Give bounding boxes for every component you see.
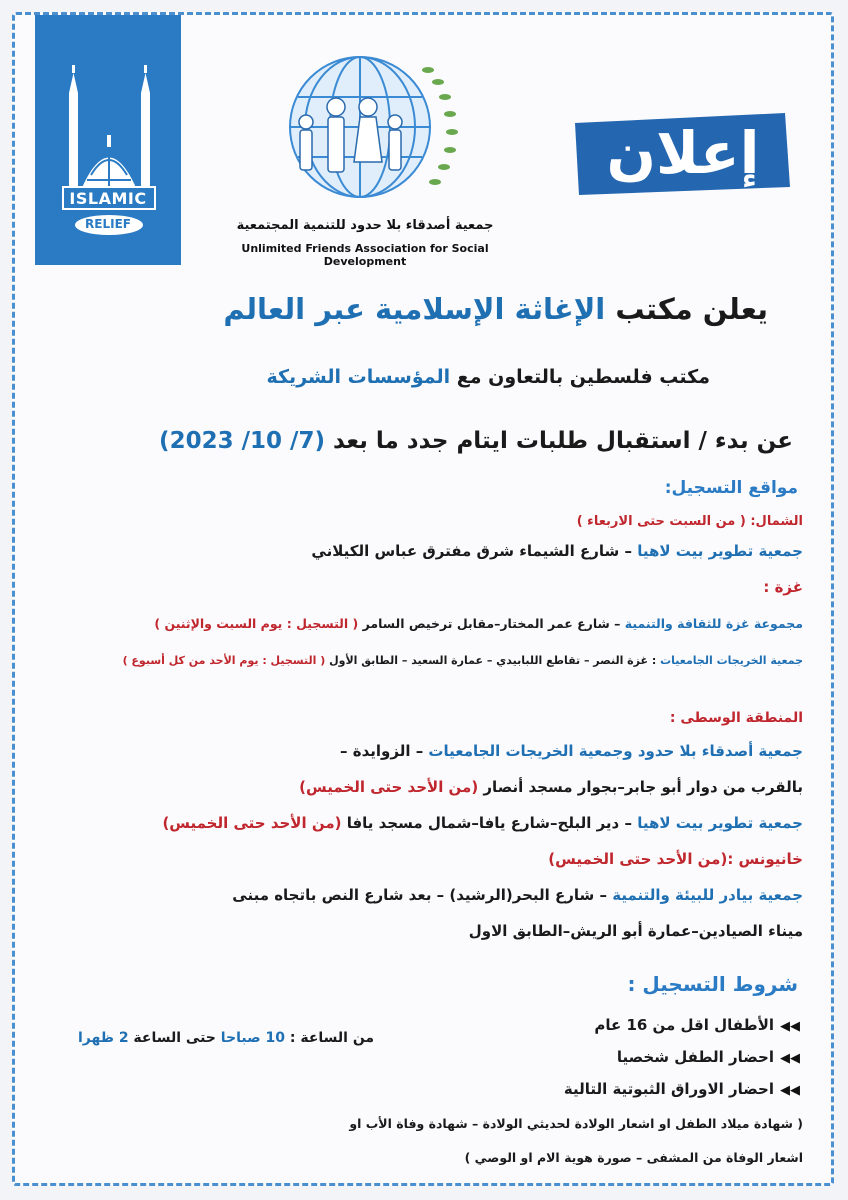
khanyounis-line1-org: جمعية بيادر للبيئة والتنمية: [612, 886, 803, 904]
gaza-label: غزة :: [763, 578, 803, 596]
khanyounis-label: خانيونس :: [727, 850, 803, 868]
subheadline-prefix: مكتب فلسطين بالتعاون مع: [456, 366, 710, 388]
condition-item-3-text: احضار الاوراق الثبوتية التالية: [563, 1080, 774, 1098]
condition-item-3: [564, 1080, 800, 1098]
north-address: – شارع الشيماء شرق مفترق عباس الكيلاني: [311, 542, 638, 560]
announcement-badge-text: إعلان: [606, 119, 760, 187]
start-prefix: عن بدء / استقبال طلبات ايتام جدد ما بعد: [332, 428, 793, 454]
headline-prefix: يعلن مكتب: [615, 292, 768, 326]
condition-item-2-text: احضار الطفل شخصيا: [616, 1048, 774, 1066]
north-line: [311, 542, 803, 560]
middle-line3-org: جمعية تطوير بيت لاهيا: [637, 814, 803, 832]
gaza-item1-address: – شارع عمر المختار–مقابل ترخيص السامر: [358, 616, 625, 631]
hours-from: 10 صباحا: [220, 1030, 285, 1046]
locations-title: مواقع التسجيل:: [664, 478, 798, 498]
subheadline-partners: المؤسسات الشريكة: [266, 366, 451, 388]
condition-item-1-text: الأطفال اقل من 16 عام: [594, 1016, 774, 1034]
ufa-name-ar: جمعية أصدقاء بلا حدود للتنمية المجتمعية: [236, 218, 494, 233]
islamic-relief-line1: ISLAMIC: [69, 189, 147, 208]
conditions-title: شروط التسجيل :: [627, 972, 798, 996]
middle-line2: [299, 778, 803, 796]
middle-line1-org: جمعية أصدقاء بلا حدود وجمعية الخريجات الجامعيات: [428, 742, 803, 760]
khanyounis-line1-rest: – شارع البحر(الرشيد) – بعد شارع النص باتجاه مبنى: [232, 886, 613, 904]
khanyounis-line2: ميناء الصيادين–عمارة أبو الريش–الطابق الاول: [468, 922, 803, 940]
gaza-item2-days: ( التسجيل : يوم الأحد من كل أسبوع ): [122, 654, 326, 667]
north-org: جمعية تطوير بيت لاهيا: [637, 542, 803, 560]
headline-org: الإغاثة الإسلامية عبر العالم: [223, 292, 606, 326]
hours-to: 2 ظهرا: [78, 1030, 129, 1046]
islamic-relief-line2: RELIEF: [85, 217, 131, 231]
docs-line2: اشعار الوفاة من المشفى – صورة هوية الام او الوصي ): [464, 1150, 803, 1165]
start-date: (7/ 10/ 2023): [159, 428, 325, 454]
north-days: ( من السبت حتى الاربعاء ): [576, 514, 746, 529]
middle-line1: [340, 742, 803, 760]
middle-line3-rest: – دير البلح–شارع يافا–شمال مسجد يافا: [341, 814, 638, 832]
middle-line3: [162, 814, 803, 832]
ufa-globe-logo: [270, 52, 470, 212]
double-arrow-icon: ◀◀: [780, 1019, 800, 1034]
headline: [223, 292, 768, 326]
gaza-item2: [123, 654, 803, 667]
hours-line: [78, 1030, 374, 1046]
gaza-item2-org: جمعية الخريجات الجامعيات: [660, 654, 803, 667]
khanyounis-line1: [232, 886, 803, 904]
docs-line1: ( شهادة ميلاد الطفل او اشعار الولادة لحديثي الولادة – شهادة وفاة الأب او: [349, 1116, 803, 1131]
middle-line2-text: بالقرب من دوار أبو جابر–بجوار مسجد أنصار: [478, 778, 803, 796]
double-arrow-icon: ◀◀: [780, 1051, 800, 1066]
ufa-name-en: Unlimited Friends Association for Social Development: [241, 242, 489, 268]
north-label: الشمال:: [750, 514, 803, 529]
subheadline: [266, 366, 710, 388]
start-line: [159, 428, 793, 454]
middle-line2-days: (من الأحد حتى الخميس): [299, 778, 479, 796]
north-heading: [577, 514, 803, 529]
hours-prefix: من الساعة :: [284, 1030, 375, 1046]
middle-line3-days: (من الأحد حتى الخميس): [162, 814, 342, 832]
khanyounis-days: (من الأحد حتى الخميس): [548, 850, 728, 868]
middle-label: المنطقة الوسطى :: [669, 710, 803, 726]
gaza-item1: [154, 616, 803, 631]
khanyounis-heading: [548, 850, 803, 868]
condition-item-1: [594, 1016, 800, 1034]
condition-item-2: [617, 1048, 800, 1066]
gaza-item1-days: ( التسجيل : يوم السبت والإثنين ): [154, 616, 359, 631]
announcement-badge: [565, 105, 795, 200]
middle-line1-rest: – الزوايدة –: [340, 742, 429, 760]
islamic-relief-logo: [35, 15, 181, 265]
gaza-item1-org: مجموعة غزة للثقافة والتنمية: [624, 616, 803, 631]
hours-mid: حتى الساعة: [128, 1030, 221, 1046]
double-arrow-icon: ◀◀: [780, 1083, 800, 1098]
gaza-item2-address: : غزة النصر – تقاطع اللبابيدي – عمارة السعيد – الطابق الأول: [325, 654, 661, 667]
